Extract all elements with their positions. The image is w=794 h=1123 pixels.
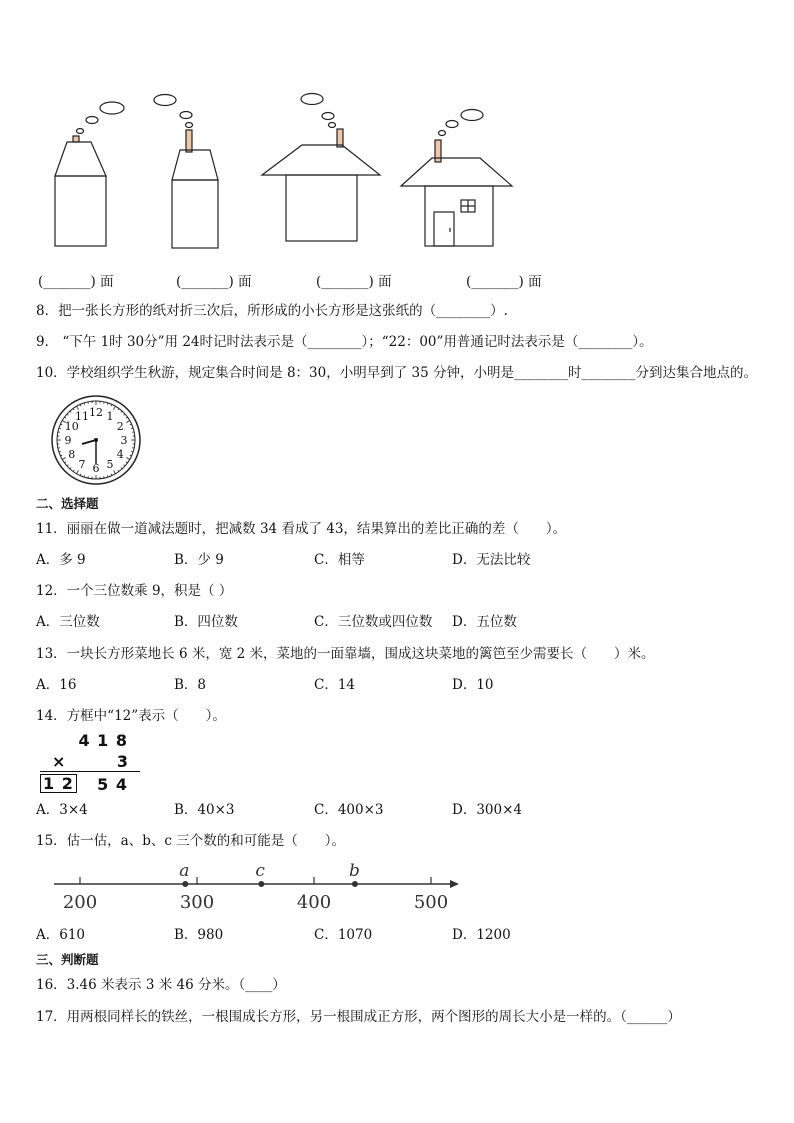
smoke-cloud: [301, 94, 323, 105]
number-line-point-label: b: [348, 861, 360, 881]
clock-number: 8: [68, 448, 76, 461]
q13-option-c[interactable]: C．14: [314, 677, 356, 693]
clock-tick: [121, 411, 122, 412]
house-4-roof: [401, 158, 512, 186]
q14-option-c[interactable]: C．400×3: [314, 802, 384, 818]
q14-option-b[interactable]: B．40×3: [174, 802, 235, 818]
smoke-cloud: [100, 102, 124, 114]
number-line-point-label: c: [255, 861, 265, 881]
q11-option-c[interactable]: C．相等: [314, 552, 365, 568]
clock-tick: [80, 474, 81, 476]
smoke-cloud: [154, 95, 176, 106]
smoke-cloud: [322, 113, 334, 120]
house-1-roof: [55, 142, 106, 176]
question-13: 13．一块长方形菜地长 6 米，宽 2 米，菜地的一面靠墙，围成这块菜地的篱笆至少需要长（ ）米。: [36, 646, 655, 662]
number-line-tick-label: 400: [296, 892, 332, 913]
clock-number: 3: [120, 434, 128, 447]
product-line: [40, 771, 140, 772]
q15-option-d[interactable]: D．1200: [452, 927, 511, 943]
q11-option-a[interactable]: A．多 9: [36, 552, 86, 568]
clock-tick: [118, 408, 119, 410]
clock-tick: [67, 414, 68, 415]
clock-tick: [111, 404, 112, 406]
clock-tick: [114, 406, 116, 409]
multiplication-figure: [38, 730, 142, 794]
question-14: 14．方框中“12”表示（ ）。: [36, 708, 226, 724]
clock-figure: [50, 394, 142, 486]
clock-tick: [130, 455, 132, 456]
clock-number: 4: [116, 448, 124, 461]
chimney: [186, 130, 192, 152]
number-line-tick-label: 300: [179, 892, 215, 913]
clock-tick: [73, 470, 74, 472]
smoke-cloud: [77, 129, 84, 134]
clock-number: 7: [78, 458, 86, 472]
house-4-wall: [425, 186, 493, 246]
multiplier: 3: [116, 752, 128, 771]
house-2-roof: [172, 150, 218, 180]
number-line-tick-label: 500: [413, 892, 449, 913]
face-label-1: (_______) 面: [38, 274, 114, 290]
clock-number: 1: [106, 409, 114, 423]
number-line-tick-label: 200: [62, 892, 98, 913]
chimney: [337, 129, 343, 147]
houses-figure: [40, 88, 530, 253]
number-line-point-label: a: [179, 861, 190, 881]
smoke-cloud: [86, 117, 98, 124]
q11-option-b[interactable]: B．少 9: [174, 552, 224, 568]
clock-tick: [114, 470, 116, 473]
q13-option-d[interactable]: D．10: [452, 677, 494, 693]
question-17: 17．用两根同样长的铁丝，一根围成长方形，另一根围成正方形，两个图形的周长大小是一样的。（______）: [36, 1009, 681, 1025]
clock-tick: [70, 467, 71, 468]
question-11: 11．丽丽在做一道减法题时，把减数 34 看成了 43，结果算出的差比正确的差（ ）。: [36, 521, 567, 537]
face-label-3: (_______) 面: [316, 274, 392, 290]
clock-number: 10: [64, 420, 79, 433]
question-9: 9． “下午 1时 30分”用 24时记时法表示是（________）；“22：00”用普通记时法表示是（________）。: [36, 334, 653, 350]
house-2-wall: [172, 180, 218, 248]
number-line-figure: [50, 860, 462, 916]
q14-option-a[interactable]: A．3×4: [36, 802, 88, 818]
smoke-cloud: [439, 131, 446, 136]
clock-tick: [126, 462, 128, 463]
q12-option-d[interactable]: D．五位数: [452, 614, 517, 630]
clock-tick: [126, 458, 129, 460]
clock-tick: [126, 421, 129, 423]
q12-option-b[interactable]: B．四位数: [174, 614, 238, 630]
times-sign: ×: [52, 752, 66, 771]
face-label-2: (_______) 面: [176, 274, 252, 290]
chimney: [73, 136, 79, 142]
q15-option-a[interactable]: A．610: [36, 927, 86, 943]
clock-tick: [123, 465, 124, 466]
product-rest: 5 4: [97, 775, 128, 794]
face-label-4: (_______) 面: [466, 274, 542, 290]
smoke-cloud: [461, 110, 483, 121]
clock-number: 12: [89, 406, 103, 419]
number-line-point-a: [182, 881, 188, 887]
boxed-partial-product: 1 2: [40, 774, 77, 793]
smoke-cloud: [186, 123, 193, 128]
smoke-cloud: [446, 121, 458, 128]
question-10: 10．学校组织学生秋游，规定集合时间是 8：30，小明早到了 35 分钟，小明是________时________分到达集合地点的。: [36, 365, 757, 381]
multiplicand: 4 1 8: [78, 731, 128, 750]
house-3-roof: [262, 145, 380, 175]
clock-number: 9: [64, 434, 72, 447]
question-12: 12．一个三位数乘 9，积是（ ）: [36, 583, 233, 599]
number-line-point-b: [352, 881, 358, 887]
q12-option-c[interactable]: C．三位数或四位数: [314, 614, 433, 630]
clock-tick: [118, 470, 119, 472]
section-3-heading: 三、判断题: [36, 952, 99, 967]
question-8: 8．把一张长方形的纸对折三次后，所形成的小长方形是这张纸的（________）.: [36, 303, 508, 319]
clock-tick: [60, 424, 62, 425]
smoke-cloud: [180, 112, 192, 119]
q13-option-a[interactable]: A．16: [36, 677, 77, 693]
clock-tick: [64, 462, 66, 463]
chimney: [435, 140, 441, 162]
q12-option-a[interactable]: A．三位数: [36, 614, 100, 630]
number-line-point-c: [258, 881, 264, 887]
clock-hour-hand: [82, 440, 96, 444]
clock-tick: [130, 424, 132, 425]
clock-tick: [123, 414, 124, 415]
clock-tick: [121, 467, 122, 468]
smoke-cloud: [329, 123, 336, 128]
clock-number: 5: [106, 458, 114, 472]
clock-number: 11: [75, 409, 89, 423]
clock-tick: [60, 455, 62, 456]
clock-number: 2: [116, 420, 124, 433]
clock-tick: [111, 474, 112, 476]
clock-tick: [70, 411, 71, 412]
clock-tick: [64, 417, 66, 418]
question-16: 16．3.46 米表示 3 米 46 分米。（____）: [36, 977, 286, 993]
clock-tick: [80, 404, 81, 406]
q13-option-b[interactable]: B．8: [174, 677, 207, 693]
section-2-heading: 二、选择题: [36, 496, 99, 511]
question-15: 15．估一估，a、b、c 三个数的和可能是（ ）。: [36, 833, 345, 849]
house-1-wall: [55, 176, 106, 246]
house-4-door: [434, 212, 454, 246]
q15-option-c[interactable]: C．1070: [314, 927, 373, 943]
house-3-wall: [286, 175, 357, 241]
q14-option-d[interactable]: D．300×4: [452, 802, 522, 818]
q11-option-d[interactable]: D．无法比较: [452, 552, 531, 568]
clock-tick: [126, 417, 128, 418]
clock-tick: [62, 458, 65, 460]
clock-number: 6: [92, 462, 100, 475]
q15-option-b[interactable]: B．980: [174, 927, 224, 943]
clock-tick: [67, 465, 68, 466]
